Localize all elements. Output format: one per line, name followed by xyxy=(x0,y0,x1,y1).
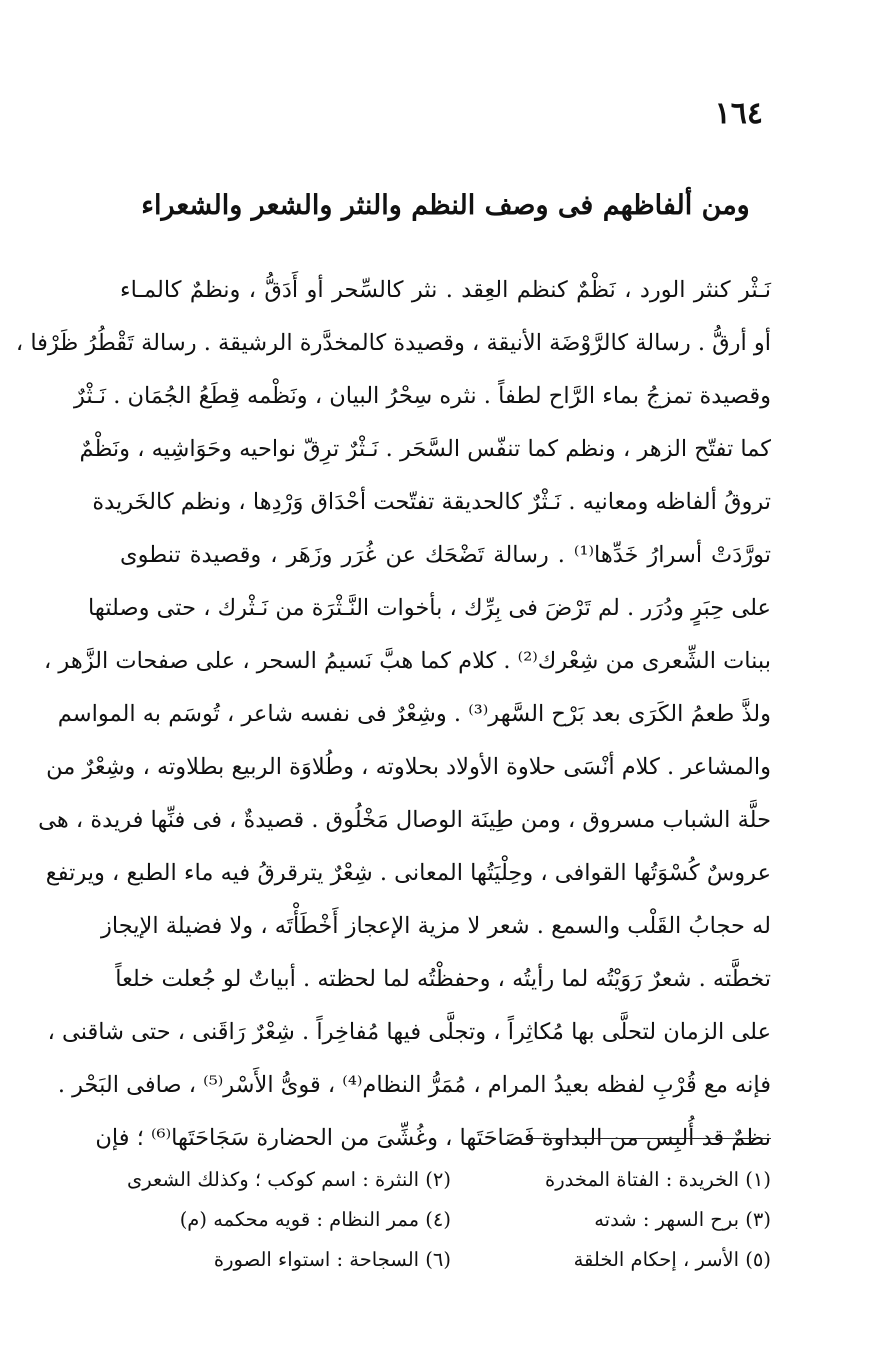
text-line: على حِبَرٍ ودُرَر . لم تَرْضَ فى بِرِّك ، بأخوات النَّـثْرَة من نَـثْرك ، حتى وصلتها xyxy=(88,595,771,621)
text-line: عروسٌ كُسْوَتُها القوافى ، وحِلْيَتُها المعانى . شِعْرٌ يترقرقُ فيه ماء الطبع ، ويرتفع xyxy=(45,860,771,886)
text-line: فإنه مع قُرْبِ لفظه بعيدُ المرام ، مُمَرُّ النظام⁽⁴⁾ ، قوىُّ الأَسْر⁽⁵⁾ ، صافى البَحْر . xyxy=(57,1072,771,1098)
footnote-separator xyxy=(526,1138,771,1139)
text-line: تخطَّته . شعرٌ رَوَيْتُه لما رأيتُه ، وحفظْتُه لما لحظته . أبياتٌ لو جُعلت خلعاً xyxy=(115,966,771,992)
footnote-5: (٥) الأسر ، إحكام الخلقة xyxy=(573,1248,771,1271)
footnote-row xyxy=(120,1240,771,1280)
section-heading: ومن ألفاظهم فى وصف النظم والنثر والشعر والشعراء xyxy=(141,190,750,221)
footnote-4: (٤) ممر النظام : قويه محكمه (م) xyxy=(179,1208,451,1231)
footnotes xyxy=(120,1160,771,1280)
text-line: نظمٌ قد أُلبِس من البداوة فَصَاحَتَها ، وغُشِّىَ من الحضارة سَجَاحَتَها⁽⁶⁾ ؛ فإن xyxy=(95,1125,771,1151)
text-line: وقصيدة تمزجُ بماء الرَّاح لطفاً . نثره سِحْرُ البيان ، ونَظْمه قِطَعُ الجُمَان . نَـثْرٌ xyxy=(73,383,771,409)
text-line: نَـثْر كنثر الورد ، نَظْمٌ كنظم العِقد . نثر كالسِّحر أو أَدَقُّ ، ونظمٌ كالمـاء xyxy=(120,277,771,303)
footnote-6: (٦) السجاحة : استواء الصورة xyxy=(213,1248,451,1271)
body-text xyxy=(15,264,772,1165)
text-line: حلَّة الشباب مسروق ، ومن طِينَة الوصال مَخْلُوق . قصيدةٌ ، فى فنِّها فريدة ، هى xyxy=(38,807,771,833)
page-number: ١٦٤ xyxy=(714,96,763,131)
text-line: ببنات الشِّعرى من شِعْرك⁽²⁾ . كلام كما هبَّ نَسيمُ السحر ، على صفحات الزَّهر ، xyxy=(44,648,771,674)
footnote-1: (١) الخريدة : الفتاة المخدرة xyxy=(544,1168,771,1191)
footnote-3: (٣) برح السهر : شدته xyxy=(594,1208,771,1231)
footnote-row xyxy=(120,1160,771,1200)
text-line: والمشاعر . كلام أنْسَى حلاوة الأولاد بحلاوته ، وطُلاوَة الربيع بطلاوته ، وشِعْرٌ من xyxy=(46,754,771,780)
footnote-row xyxy=(120,1200,771,1240)
text-line: أو أرقُّ . رسالة كالرَّوْضَة الأنيقة ، وقصيدة كالمخدَّرة الرشيقة . رسالة تَقْطُرُ ظَرْفا ، xyxy=(15,330,771,356)
text-line: على الزمان لتحلَّى بها مُكاثِراً ، وتجلَّى فيها مُفاخِراً . شِعْرٌ رَاقَنى ، حتى شاقنى ، xyxy=(47,1019,771,1045)
text-line: تورَّدَتْ أسرارُ خَدِّها⁽¹⁾ . رسالة تَضْحَك عن غُرَر وزَهَر ، وقصيدة تنطوى xyxy=(120,542,772,568)
text-line: تروقُ ألفاظه ومعانيه . نَـثْرٌ كالحديقة تفتّحت أحْدَاق وَرْدِها ، ونظم كالخَريدة xyxy=(92,489,771,515)
footnote-2: (٢) النثرة : اسم كوكب ؛ وكذلك الشعرى xyxy=(127,1168,451,1191)
text-line: كما تفتّح الزهر ، ونظم كما تنفّس السَّحَر . نَـثْرٌ ترِقّ نواحيه وحَوَاشِيه ، ونَظْمٌ xyxy=(79,436,771,462)
text-line: له حجابُ القَلْب والسمع . شعر لا مزية الإعجاز أَخْطَأْتَه ، ولا فضيلة الإيجاز xyxy=(101,913,771,939)
text-line: ولذَّ طعمُ الكَرَى بعد بَرْح السَّهر⁽³⁾ . وشِعْرٌ فى نفسه شاعر ، تُوسَم به المواسم xyxy=(57,701,771,727)
